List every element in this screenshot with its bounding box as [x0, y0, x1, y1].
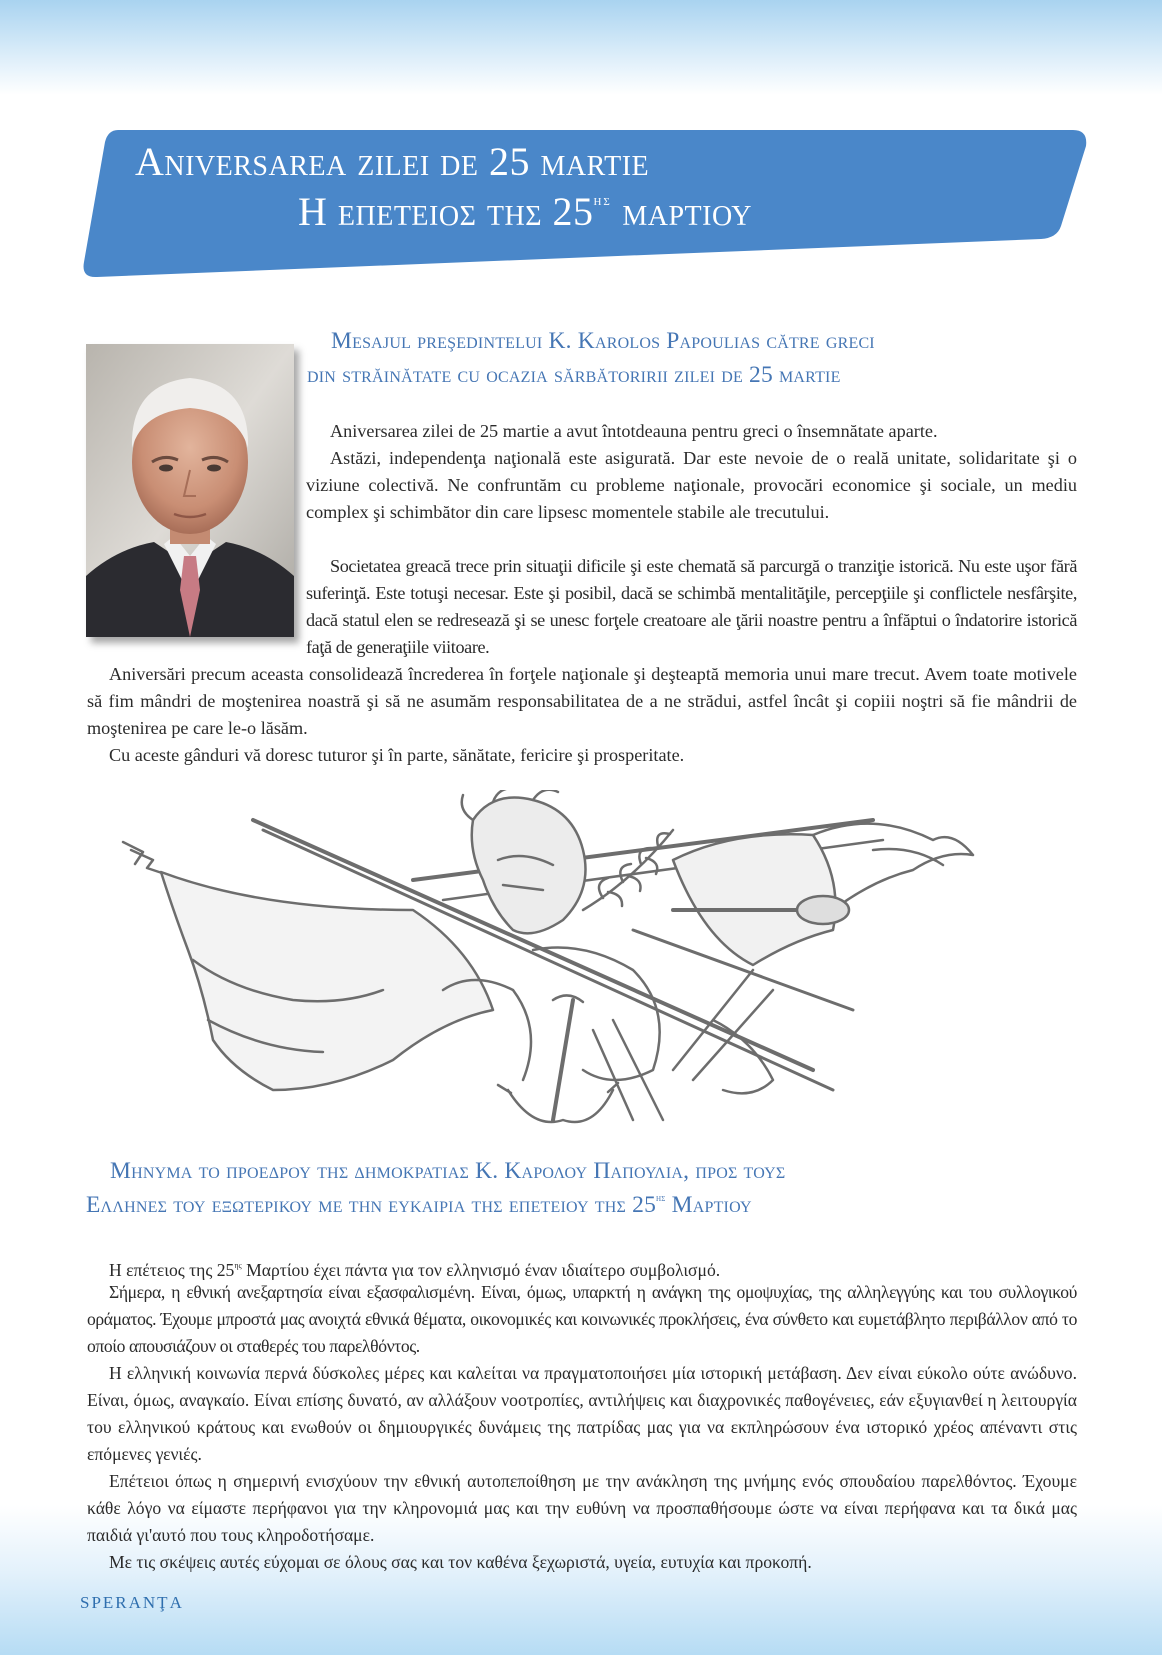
portrait-photo	[86, 344, 294, 637]
greek-paragraph-5: Με τις σκέψεις αυτές εύχομαι σε όλους σας και τον καθένα ξεχωριστά, υγεία, ευτυχία και προκοπή.	[109, 1552, 812, 1572]
title-banner	[83, 130, 1088, 278]
romanian-heading-line2: din străinătate cu ocazia sărbătoririi zilei de 25 martie	[307, 362, 841, 388]
banner-title-romanian: Aniversarea zilei de 25 martie	[135, 139, 650, 184]
romanian-paragraph-1: Aniversarea zilei de 25 martie a avut întotdeauna pentru greci o însemnătate aparte.	[330, 421, 938, 441]
flags-helmet-anchor-emblem	[113, 790, 1058, 1130]
romanian-paragraph-2: Astăzi, independenţa naţională este asigurată. Dar este nevoie de o reală unitate, solidaritate şi o viziune colectivă. Ne confruntăm cu probleme naţionale, provocări economice şi sociale, un mediu complex şi schimbător din care lipsesc momentele stabile ale trecutului.	[306, 448, 1077, 522]
romanian-paragraph-5: Cu aceste gânduri vă doresc tuturor şi în parte, sănătate, fericire şi prosperitate.	[109, 745, 685, 765]
footer-publication-label: SPERANŢA	[80, 1593, 184, 1612]
greek-paragraph-1: Η επέτειος της $25^{\eta\varsigma}$ Μαρτίου έχει πάντα για τον ελληνισμό έναν ιδιαίτερο συμβολισμό.	[109, 1260, 721, 1280]
greek-heading-line2: Ελληνες του εξωτερικου με την ευκαιρια της επετειου της $25^{\eta\varsigma}$ Μαρτιου	[86, 1192, 752, 1218]
greek-paragraph-2: Σήμερα, η εθνική ανεξαρτησία είναι εξασφαλισμένη. Είναι, όμως, υπαρκτή η ανάγκη της ομοψυχίας, της αλληλεγγύης και του συλλογικού οράματος. Έχουμε μπροστά μας ανοιχτά εθνικά θέματα, οικονομικές και κοινωνικές προκλήσεις, ένα σύνθετο και ευμετάβλητο περιβάλλον από το οποίο απουσιάζουν οι σταθερές του παρελθόντος.	[87, 1282, 1077, 1356]
romanian-paragraph-3: Societatea greacă trece prin situaţii dificile şi este chemată să parcurgă o tranziţie istorică. Nu este uşor fără suferinţă. Este totuşi necesar. Este şi posibil, dacă se schimbă mentalităţile, percepţiile şi conflictele nesfârşite, dacă statul elen se redresează şi se unesc forţele creatoare ale ţării noastre pentru a înfăptui o îndatorire istorică faţă de generaţiile viitoare.	[306, 556, 1077, 657]
greek-heading-line1: Μηνυμα το προεδρου της δημοκρατιας Κ. Καρολου Παπουλια, προς τους	[110, 1158, 786, 1184]
greek-paragraph-3: Η ελληνική κοινωνία περνά δύσκολες μέρες και καλείται να πραγματοποιήσει μία ιστορική μετάβαση. Δεν είναι εύκολο ούτε ανώδυνο. Είναι, όμως, αναγκαίο. Είναι επίσης δυνατό, αν αλλάξουν νοοτροπίες, αντιλήψεις και διαχρονικές παθογένειες, εάν εξυγιανθεί η λειτουργία του ελληνικού κράτους και ενωθούν οι δημιουργικές δυνάμεις της πατρίδας μας για να εκπληρώσουν ένα ιστορικό χρέος απέναντι στις επόμενες γενιές.	[87, 1363, 1077, 1464]
top-gradient-band	[0, 0, 1162, 95]
romanian-heading-line1: Mesajul preşedintelui K. Karolos Papoulias către greci	[331, 328, 875, 354]
romanian-paragraph-4: Aniversări precum aceasta consolidează încrederea în forţele naţionale şi deşteaptă memoria unui mare trecut. Avem toate motivele să fim mândri de moştenirea noastră şi să ne asumăm responsabilitatea de a ne strădui, astfel încât şi copiii noştri să fie mândrii de moştenirea pe care le-o lăsăm.	[87, 664, 1077, 738]
greek-paragraph-4: Επέτειοι όπως η σημερινή ενισχύουν την εθνική αυτοπεποίθηση με την ανάκληση της μνήμης ενός σπουδαίου παρελθόντος. Έχουμε κάθε λόγο να είμαστε περήφανοι για την κληρονομιά μας και την ευθύνη να προσπαθήσουμε ώστε να είναι περήφανα και τα δικά μας παιδιά γι'αυτό που τους κληροδοτήσαμε.	[87, 1471, 1077, 1545]
banner-title-greek: Η επετειος της $25^{\eta\varsigma}$ μαρτιου	[298, 189, 753, 234]
